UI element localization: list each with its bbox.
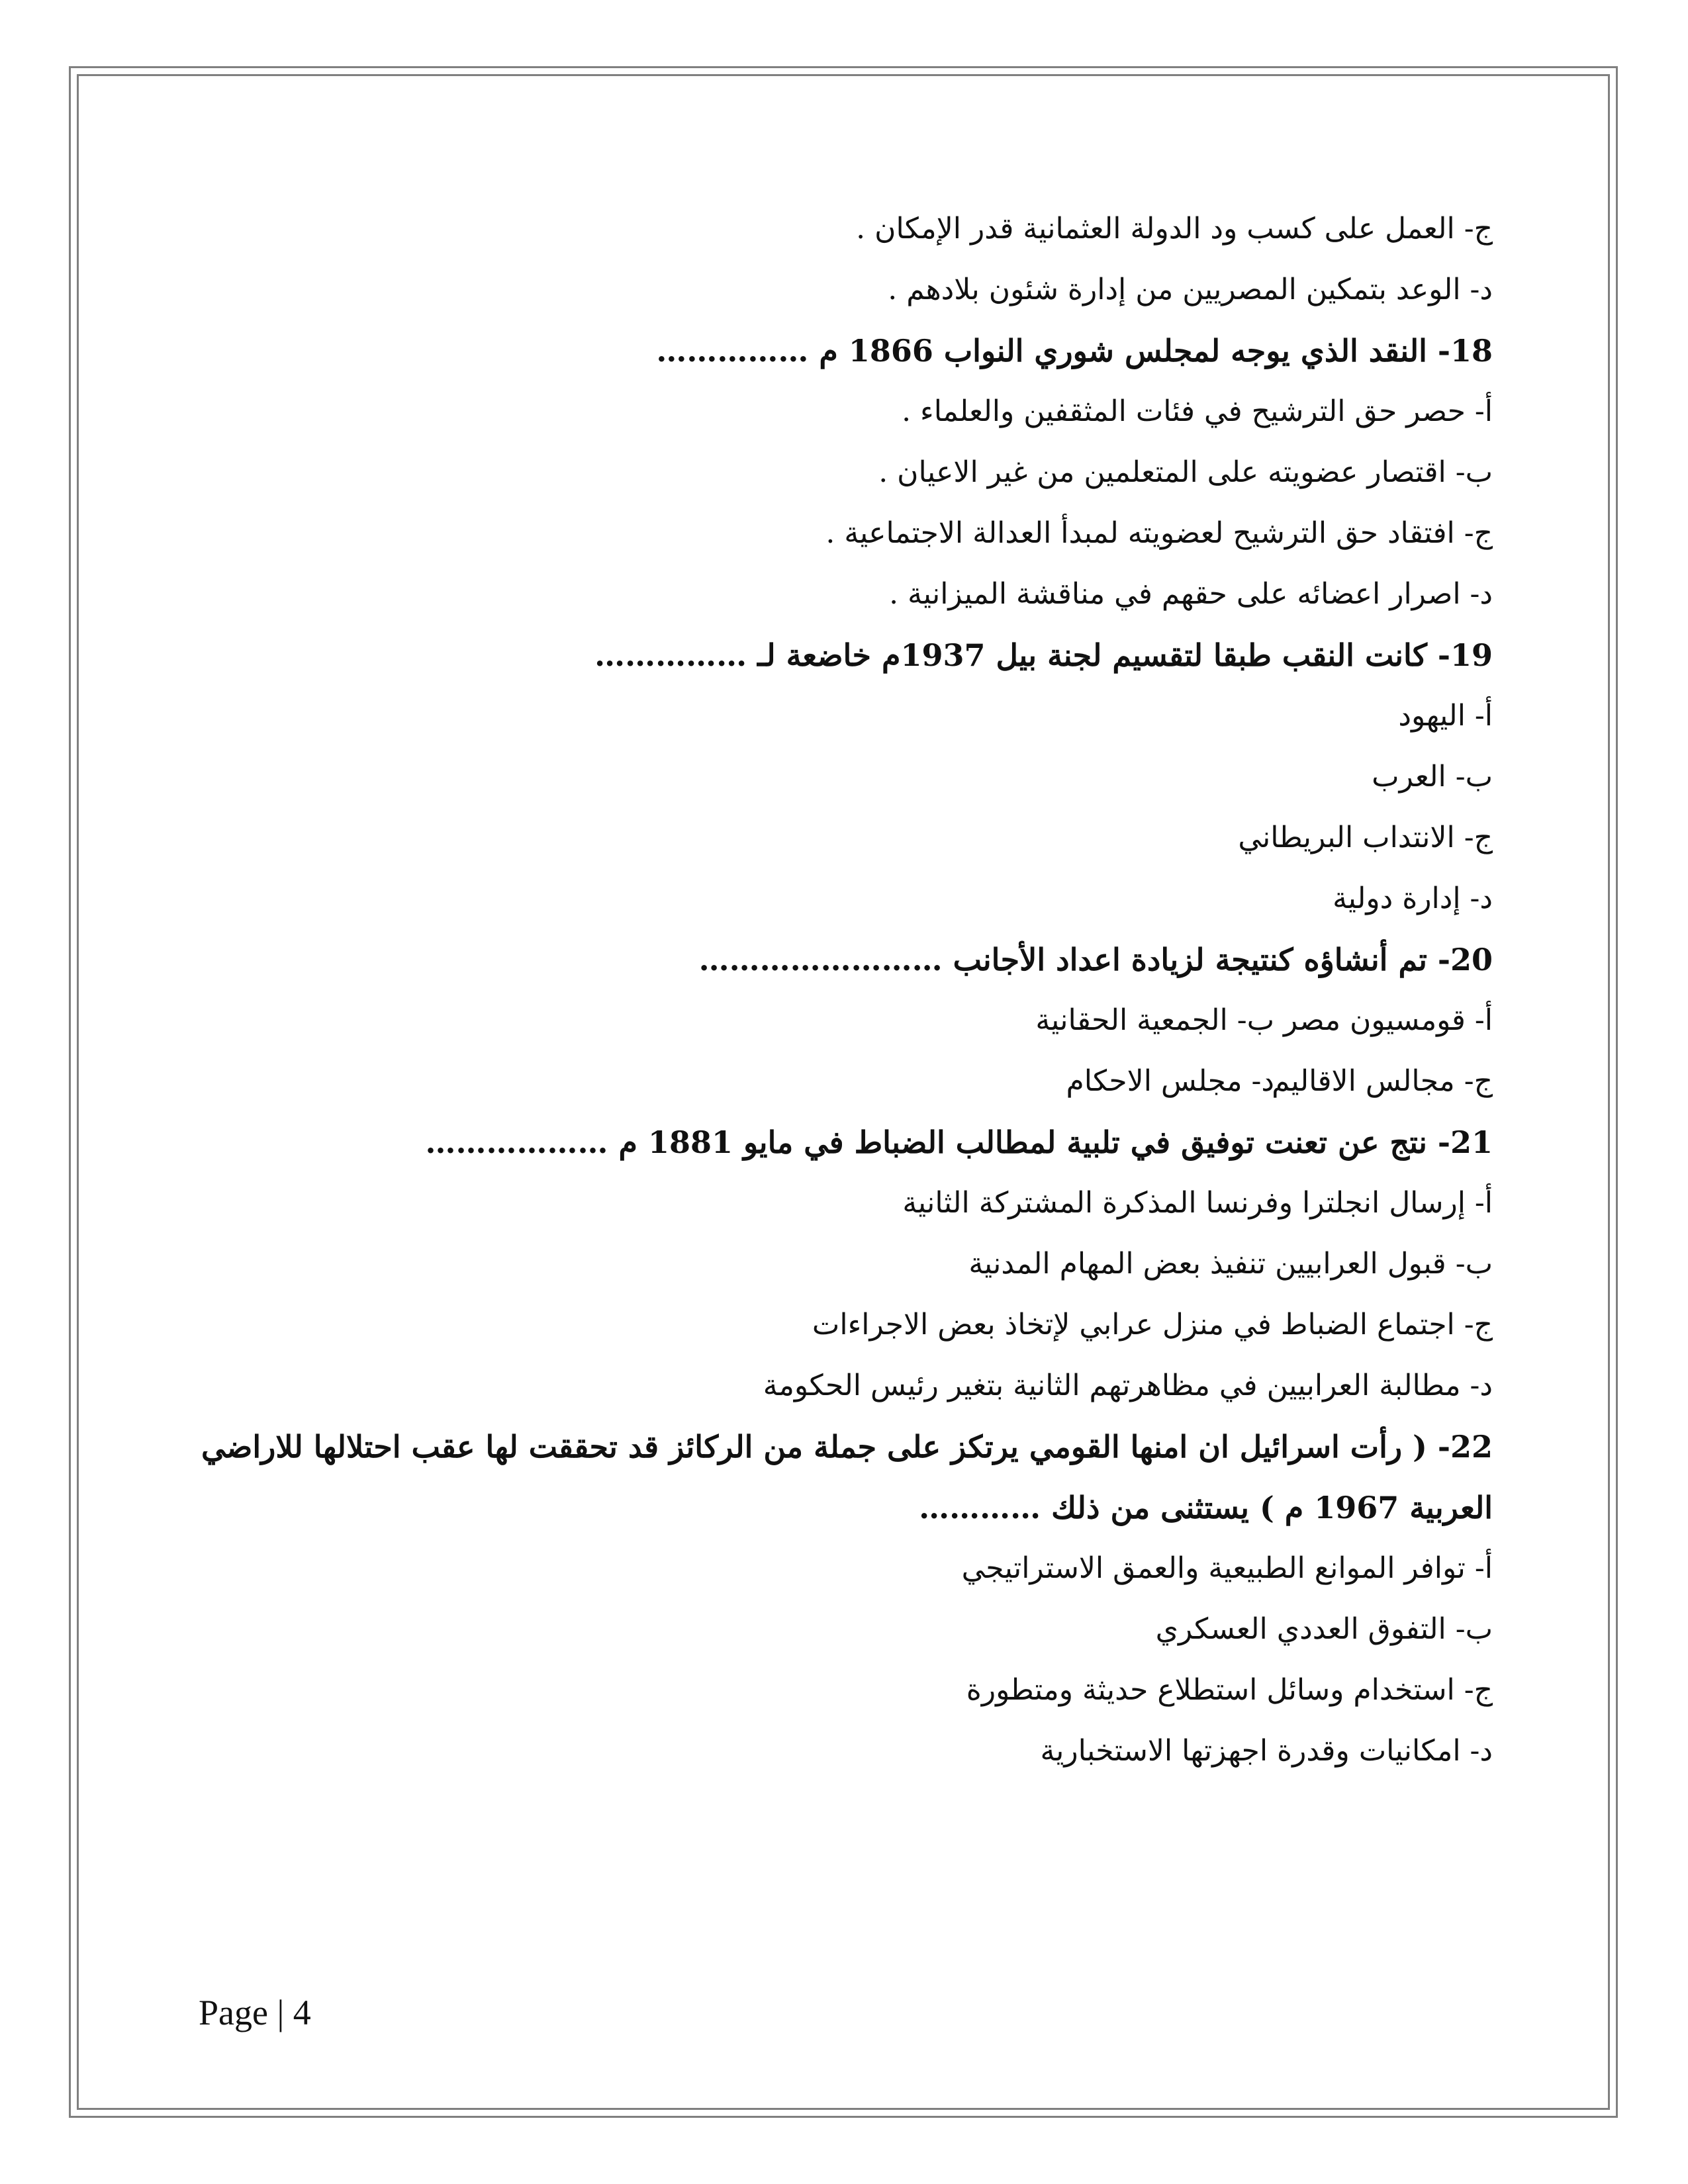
q19-question: 19- كانت النقب طبقا لتقسيم لجنة بيل 1937م خاضعة لـ …………… [594, 637, 1493, 673]
q19-option-d: د- إدارة دولية [1333, 882, 1493, 915]
q17-option-c: ج- العمل على كسب ود الدولة العثمانية قدر الإمكان . [856, 212, 1493, 246]
q20-option-a: أ- قومسيون مصر [1284, 1003, 1493, 1037]
page-number: Page | 4 [199, 1993, 311, 2032]
q18-option-c: ج- افتقاد حق الترشيح لعضويته لمبدأ العدالة الاجتماعية . [825, 516, 1493, 550]
q20-question: 20- تم أنشاؤه كنتيجة لزيادة اعداد الأجانب …………………… [698, 942, 1493, 978]
exam-content [199, 199, 1493, 1782]
q19-option-a: أ- اليهود [1398, 699, 1493, 733]
q21-option-c: ج- اجتماع الضباط في منزل عرابي لإتخاذ بعض الاجراءات [812, 1308, 1493, 1342]
q21-option-b: ب- قبول العرابيين تنفيذ بعض المهام المدنية [968, 1247, 1493, 1281]
q22-option-a: أ- توافر الموانع الطبيعية والعمق الاستراتيجي [961, 1551, 1493, 1585]
q19-option-c: ج- الانتداب البريطاني [1238, 821, 1493, 854]
q18-option-a: أ- حصر حق الترشيح في فئات المثقفين والعلماء . [902, 394, 1493, 428]
q21-option-d: د- مطالبة العرابيين في مظاهرتهم الثانية بتغير رئيس الحكومة [763, 1369, 1493, 1402]
q18-question: 18- النقد الذي يوجه لمجلس شوري النواب 1866 م …………… [656, 333, 1493, 369]
q22-option-c: ج- استخدام وسائل استطلاع حديثة ومتطورة [966, 1673, 1493, 1707]
q22-option-d: د- امكانيات وقدرة اجهزتها الاستخبارية [1040, 1734, 1493, 1768]
q19-option-b: ب- العرب [1372, 760, 1493, 794]
q18-option-d: د- اصرار اعضائه على حقهم في مناقشة الميزانية . [889, 577, 1493, 611]
q20-option-b: ب- الجمعية الحقانية [1035, 1003, 1274, 1037]
q22-question: 22- ( رأت اسرائيل ان امنها القومي يرتكز على جملة من الركائز قد تحققت لها عقب احتلالها للاراضي العربية 1967 م ) يستثنى من ذلك ………… [201, 1429, 1493, 1525]
q20-option-c: ج- مجالس الاقاليم [1272, 1064, 1493, 1098]
q21-option-a: أ- إرسال انجلترا وفرنسا المذكرة المشتركة الثانية [902, 1186, 1493, 1220]
q18-option-b: ب- اقتصار عضويته على المتعلمين من غير الاعيان . [878, 455, 1493, 489]
q22-option-b: ب- التفوق العددي العسكري [1155, 1612, 1493, 1646]
q20-option-d: د- مجلس الاحكام [1066, 1064, 1274, 1098]
q20-options-row-2 [199, 1051, 1493, 1112]
q21-question: 21- نتج عن تعنت توفيق في تلبية لمطالب الضباط في مايو 1881 م ……………… [425, 1124, 1493, 1160]
q20-options-row-1 [199, 990, 1493, 1051]
q17-option-d: د- الوعد بتمكين المصريين من إدارة شئون بلادهم . [888, 273, 1493, 306]
